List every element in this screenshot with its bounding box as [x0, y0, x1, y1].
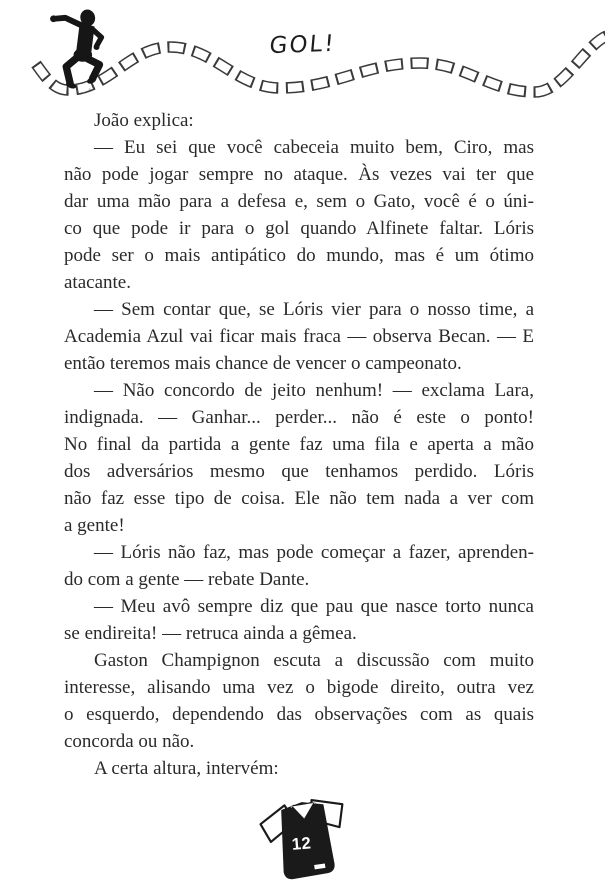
text-line: Gaston Champignon escuta a discussão com muito [94, 650, 534, 671]
text-line: — Não concordo de jeito nenhum! — exclama Lara, [94, 380, 534, 401]
text-line: co que pode ir para o gol quando Alfinete faltar. Lóris [64, 218, 534, 239]
text-line: não faz esse tipo de coisa. Ele não tem nada a ver com [64, 488, 534, 509]
text-line: o esquerdo, dependendo das observações com as quais [64, 704, 534, 725]
paragraph [64, 107, 534, 134]
text-line: dos adversários mesmo que tenhamos perdido. Lóris [64, 461, 534, 482]
text-line: então teremos mais chance de vencer o campeonato. [64, 353, 462, 374]
text-line: a gente! [64, 515, 125, 536]
text-line: pode ser o mais antipático do mundo, mas é um ótimo [64, 245, 534, 266]
soccer-jersey-icon [256, 792, 354, 884]
paragraph [64, 755, 534, 782]
text-line: atacante. [64, 272, 131, 293]
page-number-jersey [256, 792, 354, 884]
paragraph [64, 539, 534, 593]
text-line: — Eu sei que você cabeceia muito bem, Ciro, mas [94, 137, 534, 158]
text-body [64, 107, 534, 782]
text-line: interesse, alisando uma vez o bigode direito, outra vez [64, 677, 534, 698]
text-line: — Meu avô sempre diz que pau que nasce torto nunca [94, 596, 534, 617]
text-line: indignada. — Ganhar... perder... não é este o ponto! [64, 407, 534, 428]
text-line: do com a gente — rebate Dante. [64, 569, 310, 590]
paragraph [64, 593, 534, 647]
paragraph [64, 647, 534, 755]
text-line: No final da partida a gente faz uma fila e aperta a mão [64, 434, 534, 455]
page-number: 12 [291, 833, 313, 854]
text-line: dar uma mão para a defesa e, sem o Gato, você é o úni- [64, 191, 534, 212]
paragraph [64, 377, 534, 539]
paragraph [64, 134, 534, 296]
text-line: João explica: [94, 110, 194, 131]
text-line: — Lóris não faz, mas pode começar a fazer, aprenden- [94, 542, 534, 563]
text-line: — Sem contar que, se Lóris vier para o nosso time, a [94, 299, 534, 320]
text-line: concorda ou não. [64, 731, 195, 752]
page-title: GOL! [268, 30, 337, 60]
text-line: se endireita! — retruca ainda a gêmea. [64, 623, 357, 644]
text-line: Academia Azul vai ficar mais fraca — observa Becan. — E [64, 326, 534, 347]
paragraph [64, 296, 534, 377]
text-line: não pode jogar sempre no ataque. Às vezes vai ter que [64, 164, 534, 185]
text-line: A certa altura, intervém: [94, 758, 279, 779]
